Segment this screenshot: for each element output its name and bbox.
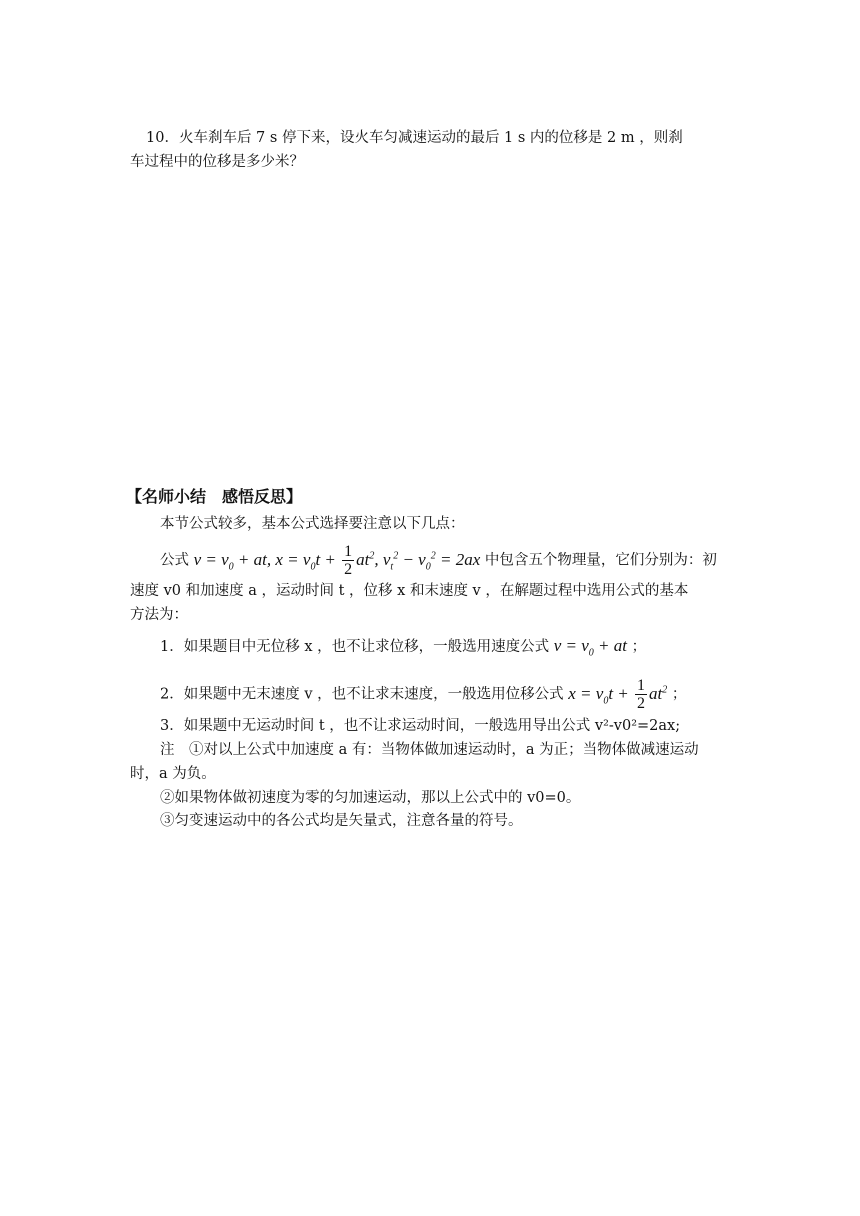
formula-prefix: 公式 <box>160 552 189 569</box>
rule-item-3: 3．如果题中无运动时间 t ，也不让求运动时间，一般选用导出公式 v²-v0²=2ax; <box>160 718 681 734</box>
section-heading: 【名师小结 感悟反思】 <box>126 487 303 506</box>
formula-expression: $v = v_0$ + at, $x = v_0t$ + $\frac{1}{2}$ $at^2$, $v_t^2 - v_0^2 = 2ax$ <box>193 543 481 579</box>
note-3: ③匀变速运动中的各公式均是矢量式，注意各量的符号。 <box>160 813 523 829</box>
rule-item-1-text: 1．如果题目中无位移 x ，也不让求位移，一般选用速度公式 <box>160 639 550 655</box>
problem-10-line-2: 车过程中的位移是多少米？ <box>130 154 304 170</box>
rule-item-1: 1．如果题目中无位移 x ，也不让求位移，一般选用速度公式 $v = v_0$ + at ； <box>160 636 647 659</box>
summary-intro: 本节公式较多，基本公式选择要注意以下几点： <box>160 516 465 532</box>
velocity-formula: $v = v_0$ + at <box>553 636 627 659</box>
displacement-formula: $x = v_0t$ + $\frac{1}{2}$ $at^2$ <box>568 677 668 713</box>
formula-line <box>160 538 717 579</box>
variables-line: 速度 v0 和加速度 a ，运动时间 t ，位移 x 和末速度 v ，在解题过程中选用公式的基本 <box>130 583 689 599</box>
rule-item-2-text: 2．如果题中无末速度 v ，也不让求末速度，一般选用位移公式 <box>160 686 564 703</box>
problem-10-text: 10．火车刹车后 7 s 停下来，设火车匀减速运动的最后 1 s 内的位移是 2 m ，则刹 <box>146 130 683 146</box>
formula-suffix: 中包含五个物理量，它们分别为：初 <box>484 552 717 569</box>
fraction-one-half: $\frac{1}{2}$ <box>344 543 353 579</box>
fraction-one-half-2: $\frac{1}{2}$ <box>637 677 646 713</box>
method-line: 方法为： <box>130 607 188 623</box>
note-2: ②如果物体做初速度为零的匀加速运动，那以上公式中的 v0=0。 <box>160 790 581 806</box>
rule-item-2: 2．如果题中无末速度 v ，也不让求末速度，一般选用位移公式 $x = v_0t$ + $\frac{1}{2}$ $at^2$ ； <box>160 677 687 713</box>
note-1-line-a: 注 ①对以上公式中加速度 a 有：当物体做加速运动时，a 为正；当物体做减速运动 <box>160 742 699 758</box>
problem-10-line-1 <box>146 128 730 148</box>
note-1-line-b: 时，a 为负。 <box>130 766 216 782</box>
